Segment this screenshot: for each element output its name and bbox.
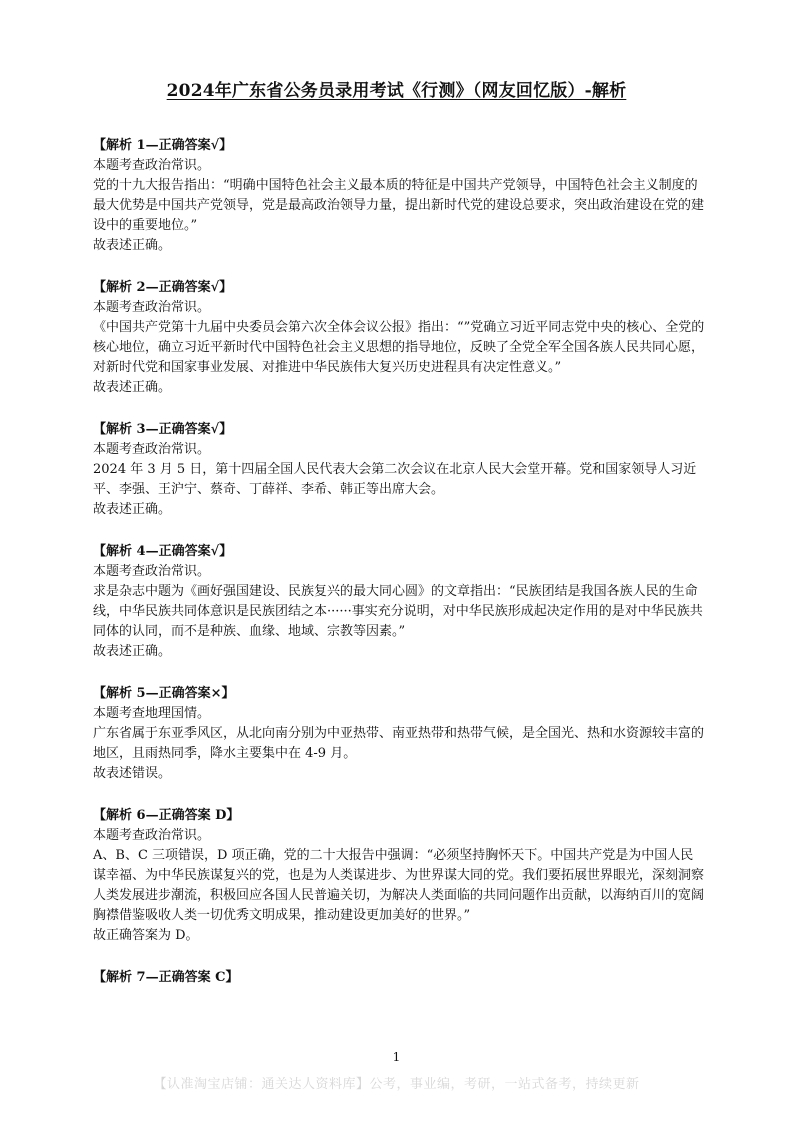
section-heading: 【解析 1—正确答案√】 (93, 138, 233, 153)
section-heading: 【解析 6—正确答案 D】 (93, 808, 240, 823)
section-line: 本题考查政治常识。 (93, 158, 211, 173)
section-line: A、B、C 三项错误，D 项正确，党的二十大报告中强调：“必须坚持胸怀天下。中国共产党是为中国人民谋幸福、为中华民族谋复兴的党，也是为人类谋进步、为世界谋大同的党。我们要拓展世界眼光，深刻洞察人类发展进步潮流，积极回应各国人民普遍关切，为解决人类面临的共同问题作出贡献，以海纳百川的宽阔胸襟借鉴吸收人类一切优秀文明成果，推动建设更加美好的世界。” (93, 848, 705, 923)
section-line: 本题考查政治常识。 (93, 300, 211, 315)
section-line: 故正确答案为 D。 (93, 928, 199, 943)
section-line: 故表述正确。 (93, 644, 172, 659)
section-heading: 【解析 4—正确答案√】 (93, 544, 233, 559)
section-line: 本题考查政治常识。 (93, 828, 211, 843)
section-heading: 【解析 7—正确答案 C】 (93, 970, 239, 985)
section-line: 广东省属于东亚季风区，从北向南分别为中亚热带、南亚热带和热带气候，是全国光、热和水资源较丰富的地区，且雨热同季，降水主要集中在 4-9 月。 (93, 726, 705, 761)
section-line: 故表述正确。 (93, 238, 172, 253)
analysis-section-7 (93, 968, 705, 988)
analysis-section-6 (93, 806, 705, 946)
section-line: 本题考查政治常识。 (93, 564, 211, 579)
analysis-section-2 (93, 278, 705, 398)
footer-watermark: 【认准淘宝店铺：通关达人资料库】公考，事业编，考研，一站式备考，持续更新 (153, 1077, 640, 1092)
page-title: 2024年广东省公务员录用考试《行测》（网友回忆版）-解析 (166, 81, 627, 101)
analysis-content (93, 136, 705, 1010)
section-heading: 【解析 3—正确答案√】 (93, 422, 233, 437)
analysis-section-3 (93, 420, 705, 520)
section-line: 本题考查政治常识。 (93, 442, 211, 457)
analysis-section-1 (93, 136, 705, 256)
analysis-section-4 (93, 542, 705, 662)
section-line: 故表述正确。 (93, 502, 172, 517)
page-number: 1 (392, 1050, 401, 1064)
section-line: 故表述错误。 (93, 766, 172, 781)
section-heading: 【解析 2—正确答案√】 (93, 280, 233, 295)
section-line: 党的十九大报告指出：“明确中国特色社会主义最本质的特征是中国共产党领导，中国特色社会主义制度的最大优势是中国共产党领导，党是最高政治领导力量，提出新时代党的建设总要求，突出政治建设在党的建设中的重要地位。” (93, 178, 705, 233)
section-line: 《中国共产党第十九届中央委员会第六次全体会议公报》指出：“”党确立习近平同志党中央的核心、全党的核心地位，确立习近平新时代中国特色社会主义思想的指导地位，反映了全党全军全国各族人民共同心愿，对新时代党和国家事业发展、对推进中华民族伟大复兴历史进程具有决定性意义。” (93, 320, 705, 375)
section-line: 2024 年 3 月 5 日，第十四届全国人民代表大会第二次会议在北京人民大会堂开幕。党和国家领导人习近平、李强、王沪宁、蔡奇、丁薛祥、李希、韩正等出席大会。 (93, 462, 697, 497)
section-line: 本题考查地理国情。 (93, 706, 211, 721)
section-line: 故表述正确。 (93, 380, 172, 395)
section-line: 求是杂志中题为《画好强国建设、民族复兴的最大同心圆》的文章指出：“民族团结是我国各族人民的生命线，中华民族共同体意识是民族团结之本······事实充分说明，对中华民族形成起决定作用的是对中华民族共同体的认同，而不是种族、血缘、地域、宗教等因素。” (93, 584, 703, 639)
section-heading: 【解析 5—正确答案×】 (93, 686, 235, 701)
analysis-section-5 (93, 684, 705, 784)
